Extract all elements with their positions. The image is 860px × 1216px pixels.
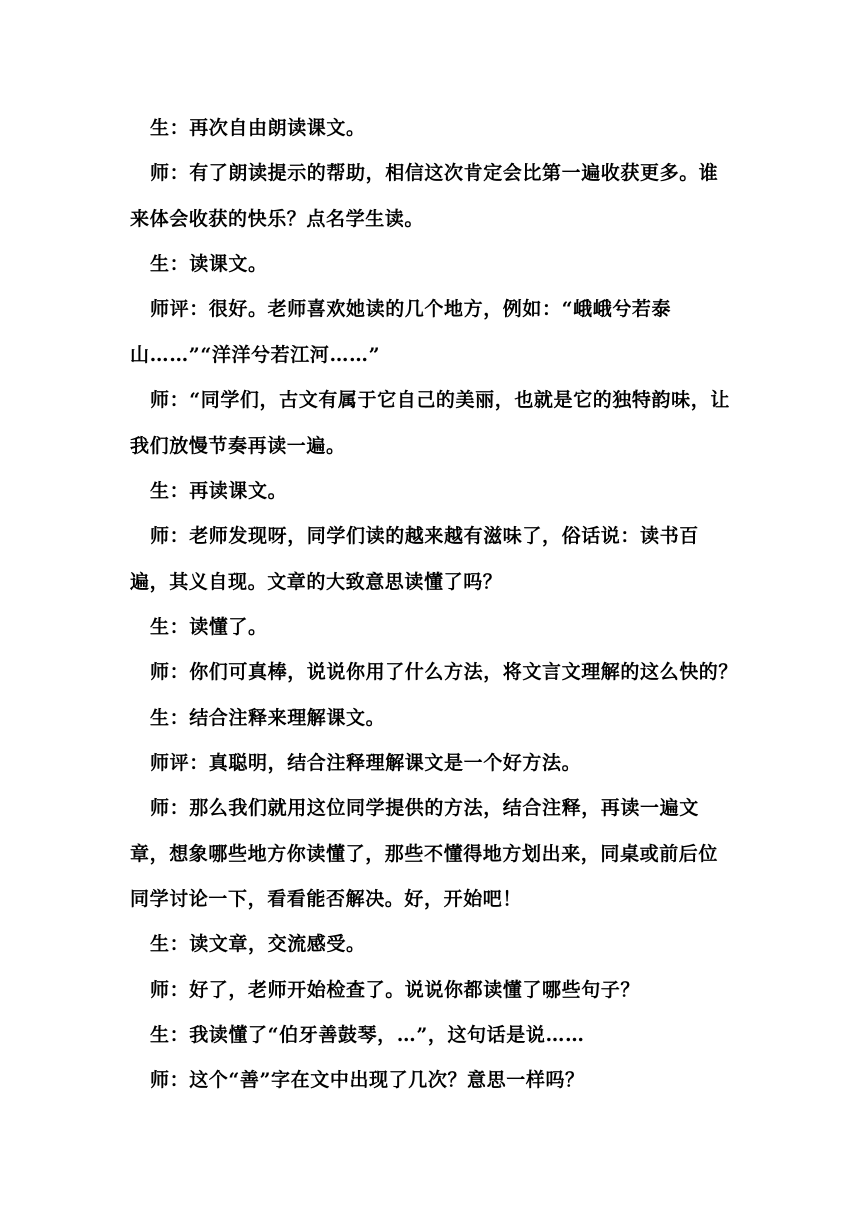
paragraph-6: 生：再读课文。 (150, 480, 288, 502)
paragraph-14: 师：好了，老师开始检查了。说说你都读懂了哪些句子？ (150, 979, 641, 1001)
paragraph-15: 生：我读懂了“伯牙善鼓琴，…”，这句话是说…… (150, 1024, 585, 1046)
paragraph-8: 生：读懂了。 (150, 616, 268, 638)
paragraph-5: 师：“同学们，古文有属于它自己的美丽，也就是它的独特韵味，让我们放慢节奏再读一遍。 (130, 389, 730, 457)
paragraph-3: 生：读课文。 (150, 253, 268, 275)
paragraph-4: 师评：很好。老师喜欢她读的几个地方，例如：“峨峨兮若泰山……”“洋洋兮若江河……” (130, 298, 672, 366)
paragraph-10: 生：结合注释来理解课文。 (150, 707, 386, 729)
paragraph-9: 师：你们可真棒，说说你用了什么方法，将文言文理解的这么快的？ (150, 661, 739, 683)
paragraph-2: 师：有了朗读提示的帮助，相信这次肯定会比第一遍收获更多。谁来体会收获的快乐？点名学生读。 (130, 162, 719, 230)
paragraph-13: 生：读文章，交流感受。 (150, 933, 366, 955)
paragraph-1: 生：再次自由朗读课文。 (150, 117, 366, 139)
paragraph-12: 师：那么我们就用这位同学提供的方法，结合注释，再读一遍文章，想象哪些地方你读懂了，那些不懂得地方划出来，同桌或前后位同学讨论一下，看看能否解决。好，开始吧！ (130, 797, 719, 910)
paragraph-16: 师：这个“善”字在文中出现了几次？意思一样吗？ (150, 1069, 585, 1091)
paragraph-7: 师：老师发现呀，同学们读的越来越有滋味了，俗话说：读书百遍，其义自现。文章的大致意思读懂了吗？ (130, 525, 699, 593)
paragraph-11: 师评：真聪明，结合注释理解课文是一个好方法。 (150, 752, 582, 774)
